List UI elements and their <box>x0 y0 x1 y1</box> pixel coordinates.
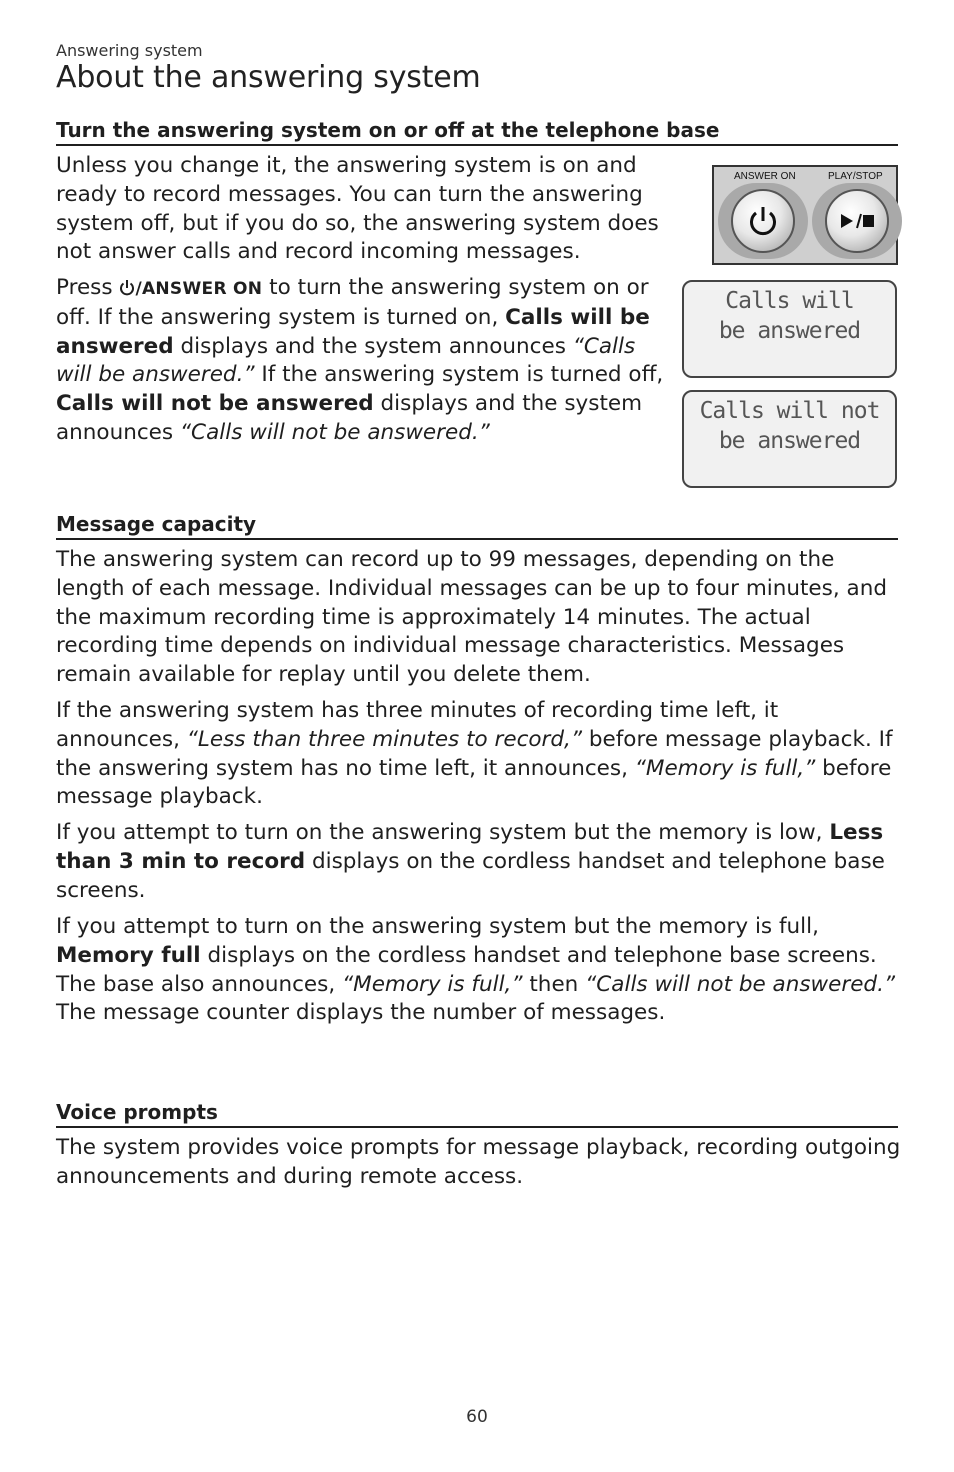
screen-line: Calls will not <box>699 398 880 424</box>
answer-on-label: ANSWER ON <box>734 171 796 182</box>
play-stop-button[interactable] <box>825 189 889 253</box>
page-title: About the answering system <box>56 60 481 95</box>
power-icon <box>747 204 779 238</box>
screen-line: be answered <box>718 318 861 344</box>
display-screen-calls-not-answered <box>682 390 897 488</box>
heading-message-capacity: Message capacity <box>56 512 898 540</box>
screen-line: be answered <box>718 428 861 454</box>
paragraph-memory-full: If you attempt to turn on the answering system but the memory is full, Memory full displays on the cordless handset and telephone base screens. The base also announces, “Memory is full,” then “Calls will not be answered.” The message counter displays the number of messages. <box>56 914 896 1026</box>
paragraph-capacity: The answering system can record up to 99 messages, depending on the length of each message. Individual messages can be up to four minutes, and the maximum recording time is approximately 14 minutes. The actual recording time depends on individual message characteristics. Messages remain available for replay until you delete them. <box>56 547 887 688</box>
answer-on-key-label: /ANSWER ON <box>119 279 262 299</box>
display-screen-calls-answered <box>682 280 897 378</box>
answer-on-button[interactable] <box>731 189 795 253</box>
paragraph-voice-prompts: The system provides voice prompts for message playback, recording outgoing announcements and during remote access. <box>56 1135 901 1189</box>
paragraph-default-state: Unless you change it, the answering system is on and ready to record messages. You can turn the answering system off, but if you do so, the answering system does not answer calls and record incoming messages. <box>56 153 659 265</box>
telephone-base-panel <box>712 165 898 265</box>
play-stop-icon <box>839 211 875 231</box>
paragraph-press-answer-on: Press /ANSWER ON to turn the answering system on or off. If the answering system is turned on, Calls will be answered displays and the system announces “Calls will be answered.” If the answering system is turned off, Calls will not be answered displays and the system announces “Calls will not be answered.” <box>56 275 664 445</box>
section-label: Answering system <box>56 41 203 60</box>
heading-turn-on-off: Turn the answering system on or off at the telephone base <box>56 118 898 146</box>
screen-line: Calls will <box>725 288 854 314</box>
heading-voice-prompts: Voice prompts <box>56 1100 898 1128</box>
paragraph-three-minutes: If the answering system has three minutes of recording time left, it announces, “Less than three minutes to record,” before message playback. If the answering system has no time left, it announces, “Memory is full,” before message playback. <box>56 698 893 810</box>
page-number: 60 <box>466 1407 488 1427</box>
power-icon <box>119 279 135 297</box>
paragraph-memory-low: If you attempt to turn on the answering system but the memory is low, Less than 3 min to record displays on the cordless handset and telephone base screens. <box>56 820 885 903</box>
play-stop-label: PLAY/STOP <box>828 171 883 182</box>
